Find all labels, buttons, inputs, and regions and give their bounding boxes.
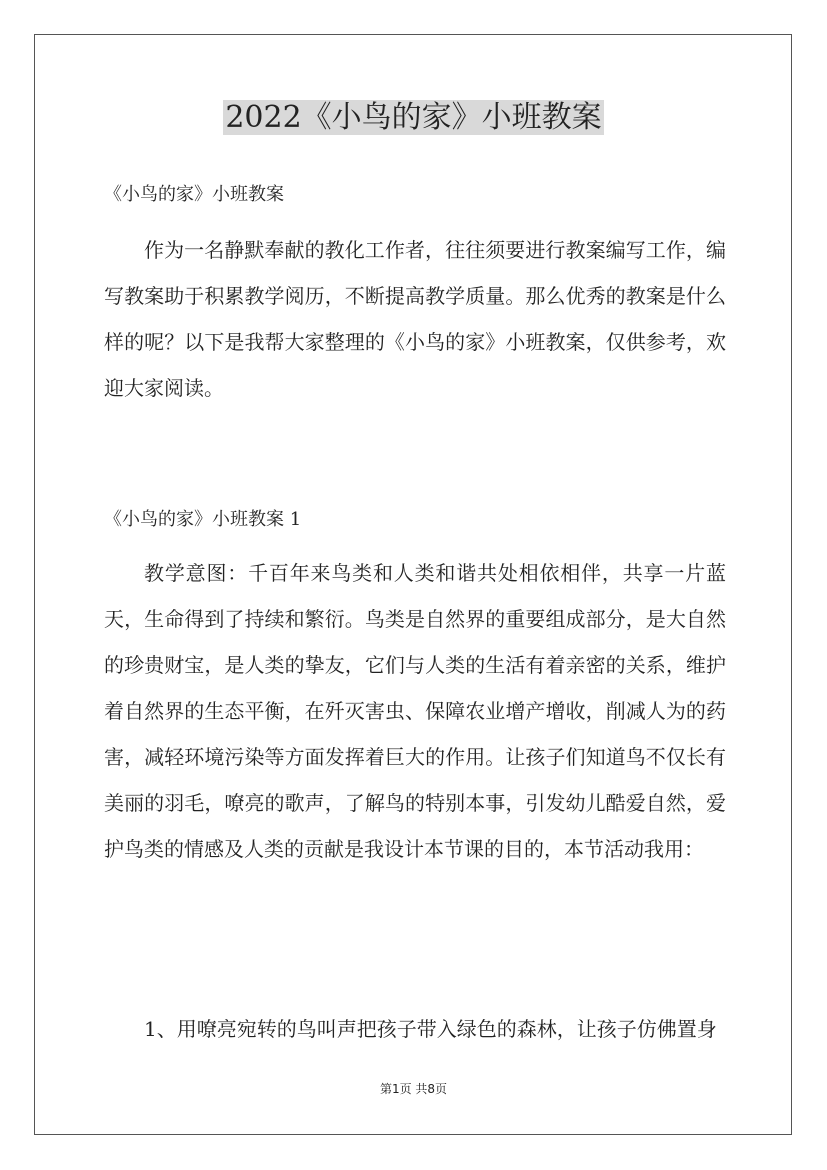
document-title-text: 2022《小鸟的家》小班教案 (225, 100, 602, 135)
item-block (104, 1006, 726, 1052)
section-paragraph: 教学意图：千百年来鸟类和人类和谐共处相依相伴，共享一片蓝天，生命得到了持续和繁衍。鸟类是自然界的重要组成部分，是大自然的珍贵财宝，是人类的挚友，它们与人类的生活有着亲密的关系，维护着自然界的生态平衡，在歼灭害虫、保障农业增产增收，削减人为的药害，减轻环境污染等方面发挥着巨大的作用。让孩子们知道鸟不仅长有美丽的羽毛，嘹亮的歌声，了解鸟的特别本事，引发幼儿酷爱自然，爱护鸟类的情感及人类的贡献是我设计本节课的目的，本节活动我用： (104, 561, 726, 861)
list-item: 1、用嘹亮宛转的鸟叫声把孩子带入绿色的森林，让孩子仿佛置身 (144, 1017, 717, 1041)
document-subtitle: 《小鸟的家》小班教案 (104, 184, 284, 205)
intro-block (104, 227, 726, 411)
page-footer: 第1页 共8页 (379, 1082, 448, 1096)
section-heading: 《小鸟的家》小班教案 1 (104, 509, 302, 530)
section-block (104, 550, 726, 872)
document-title (0, 96, 827, 140)
intro-paragraph: 作为一名静默奉献的教化工作者，往往须要进行教案编写工作，编写教案助于积累教学阅历，不断提高教学质量。那么优秀的教案是什么样的呢？以下是我帮大家整理的《小鸟的家》小班教案，仅供参考，欢迎大家阅读。 (104, 238, 726, 400)
